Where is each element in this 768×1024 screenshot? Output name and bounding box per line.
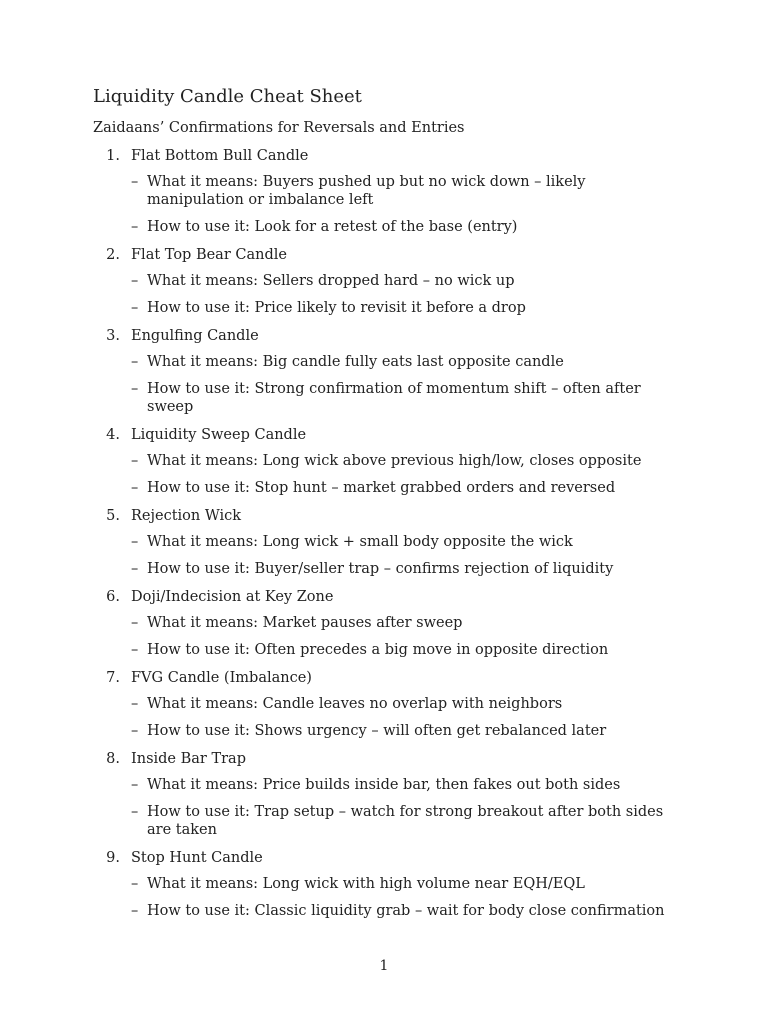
item-label: Rejection Wick <box>131 508 242 524</box>
sub-item-how <box>0 641 675 659</box>
list-item <box>0 425 768 497</box>
dash-bullet: – <box>131 615 139 631</box>
item-label: FVG Candle (Imbalance) <box>131 670 312 686</box>
sub-item-how <box>0 380 675 416</box>
dash-bullet: – <box>131 561 139 577</box>
sub-item-text: How to use it: Price likely to revisit it before a drop <box>147 300 526 316</box>
list-item <box>0 506 768 578</box>
sub-item-what <box>0 272 675 290</box>
item-number: 2. <box>106 247 120 263</box>
sub-list <box>0 272 768 317</box>
sub-item-how <box>0 902 675 920</box>
item-label: Flat Top Bear Candle <box>131 247 287 263</box>
sub-item-what <box>0 533 675 551</box>
sub-list <box>0 614 768 659</box>
dash-bullet: – <box>131 723 139 739</box>
sub-item-how <box>0 803 675 839</box>
dash-bullet: – <box>131 696 139 712</box>
sub-item-text: What it means: Long wick with high volume near EQH/EQL <box>147 876 585 892</box>
list-item <box>0 245 768 317</box>
sub-item-what <box>0 452 675 470</box>
dash-bullet: – <box>131 804 139 820</box>
item-number: 3. <box>106 328 120 344</box>
dash-bullet: – <box>131 354 139 370</box>
candle-list <box>0 146 768 929</box>
sub-item-text: What it means: Market pauses after sweep <box>147 615 463 631</box>
list-item <box>0 587 768 659</box>
item-label: Doji/Indecision at Key Zone <box>131 589 334 605</box>
dash-bullet: – <box>131 273 139 289</box>
list-item <box>0 848 768 920</box>
item-number: 5. <box>106 508 120 524</box>
sub-list <box>0 452 768 497</box>
dash-bullet: – <box>131 642 139 658</box>
sub-item-text: How to use it: Strong confirmation of momentum shift – often after sweep <box>147 381 641 415</box>
sub-item-how <box>0 299 675 317</box>
sub-list <box>0 776 768 839</box>
sub-item-text: How to use it: Shows urgency – will often get rebalanced later <box>147 723 607 739</box>
item-number: 8. <box>106 751 120 767</box>
sub-item-what <box>0 776 675 794</box>
item-number: 9. <box>106 850 120 866</box>
sub-item-text: What it means: Long wick above previous high/low, closes opposite <box>147 453 642 469</box>
item-number: 4. <box>106 427 120 443</box>
sub-item-text: How to use it: Stop hunt – market grabbed orders and reversed <box>147 480 616 496</box>
sub-item-text: How to use it: Buyer/seller trap – confirms rejection of liquidity <box>147 561 614 577</box>
sub-item-how <box>0 560 675 578</box>
sub-item-text: How to use it: Look for a retest of the base (entry) <box>147 219 518 235</box>
sub-item-what <box>0 353 675 371</box>
item-label: Liquidity Sweep Candle <box>131 427 307 443</box>
sub-item-how <box>0 218 675 236</box>
item-label: Flat Bottom Bull Candle <box>131 148 309 164</box>
dash-bullet: – <box>131 453 139 469</box>
item-number: 7. <box>106 670 120 686</box>
list-item <box>0 668 768 740</box>
item-number: 1. <box>106 148 120 164</box>
sub-list <box>0 695 768 740</box>
item-number: 6. <box>106 589 120 605</box>
sub-item-text: What it means: Sellers dropped hard – no wick up <box>147 273 515 289</box>
list-item <box>0 146 768 236</box>
sub-item-how <box>0 722 675 740</box>
document-subtitle: Zaidaans’ Confirmations for Reversals and Entries <box>93 120 465 136</box>
sub-list <box>0 173 768 236</box>
list-item <box>0 749 768 839</box>
sub-item-text: How to use it: Often precedes a big move in opposite direction <box>147 642 609 658</box>
item-label: Engulfing Candle <box>131 328 259 344</box>
document-title: Liquidity Candle Cheat Sheet <box>93 86 362 107</box>
sub-item-text: What it means: Price builds inside bar, then fakes out both sides <box>147 777 621 793</box>
sub-item-text: What it means: Big candle fully eats last opposite candle <box>147 354 564 370</box>
sub-item-what <box>0 614 675 632</box>
sub-list <box>0 353 768 416</box>
sub-item-what <box>0 173 675 209</box>
sub-item-text: What it means: Buyers pushed up but no wick down – likely manipulation or imbalance left <box>147 174 586 208</box>
sub-item-text: What it means: Long wick + small body opposite the wick <box>147 534 573 550</box>
dash-bullet: – <box>131 876 139 892</box>
sub-item-text: What it means: Candle leaves no overlap with neighbors <box>147 696 563 712</box>
sub-item-text: How to use it: Trap setup – watch for strong breakout after both sides are taken <box>147 804 664 838</box>
sub-list <box>0 875 768 920</box>
sub-item-what <box>0 875 675 893</box>
item-label: Stop Hunt Candle <box>131 850 263 866</box>
dash-bullet: – <box>131 777 139 793</box>
sub-item-text: How to use it: Classic liquidity grab – wait for body close confirmation <box>147 903 665 919</box>
item-label: Inside Bar Trap <box>131 751 246 767</box>
dash-bullet: – <box>131 381 139 397</box>
dash-bullet: – <box>131 534 139 550</box>
dash-bullet: – <box>131 219 139 235</box>
sub-list <box>0 533 768 578</box>
dash-bullet: – <box>131 480 139 496</box>
sub-item-how <box>0 479 675 497</box>
list-item <box>0 326 768 416</box>
page-number: 1 <box>379 958 389 974</box>
dash-bullet: – <box>131 174 139 190</box>
sub-item-what <box>0 695 675 713</box>
dash-bullet: – <box>131 300 139 316</box>
dash-bullet: – <box>131 903 139 919</box>
